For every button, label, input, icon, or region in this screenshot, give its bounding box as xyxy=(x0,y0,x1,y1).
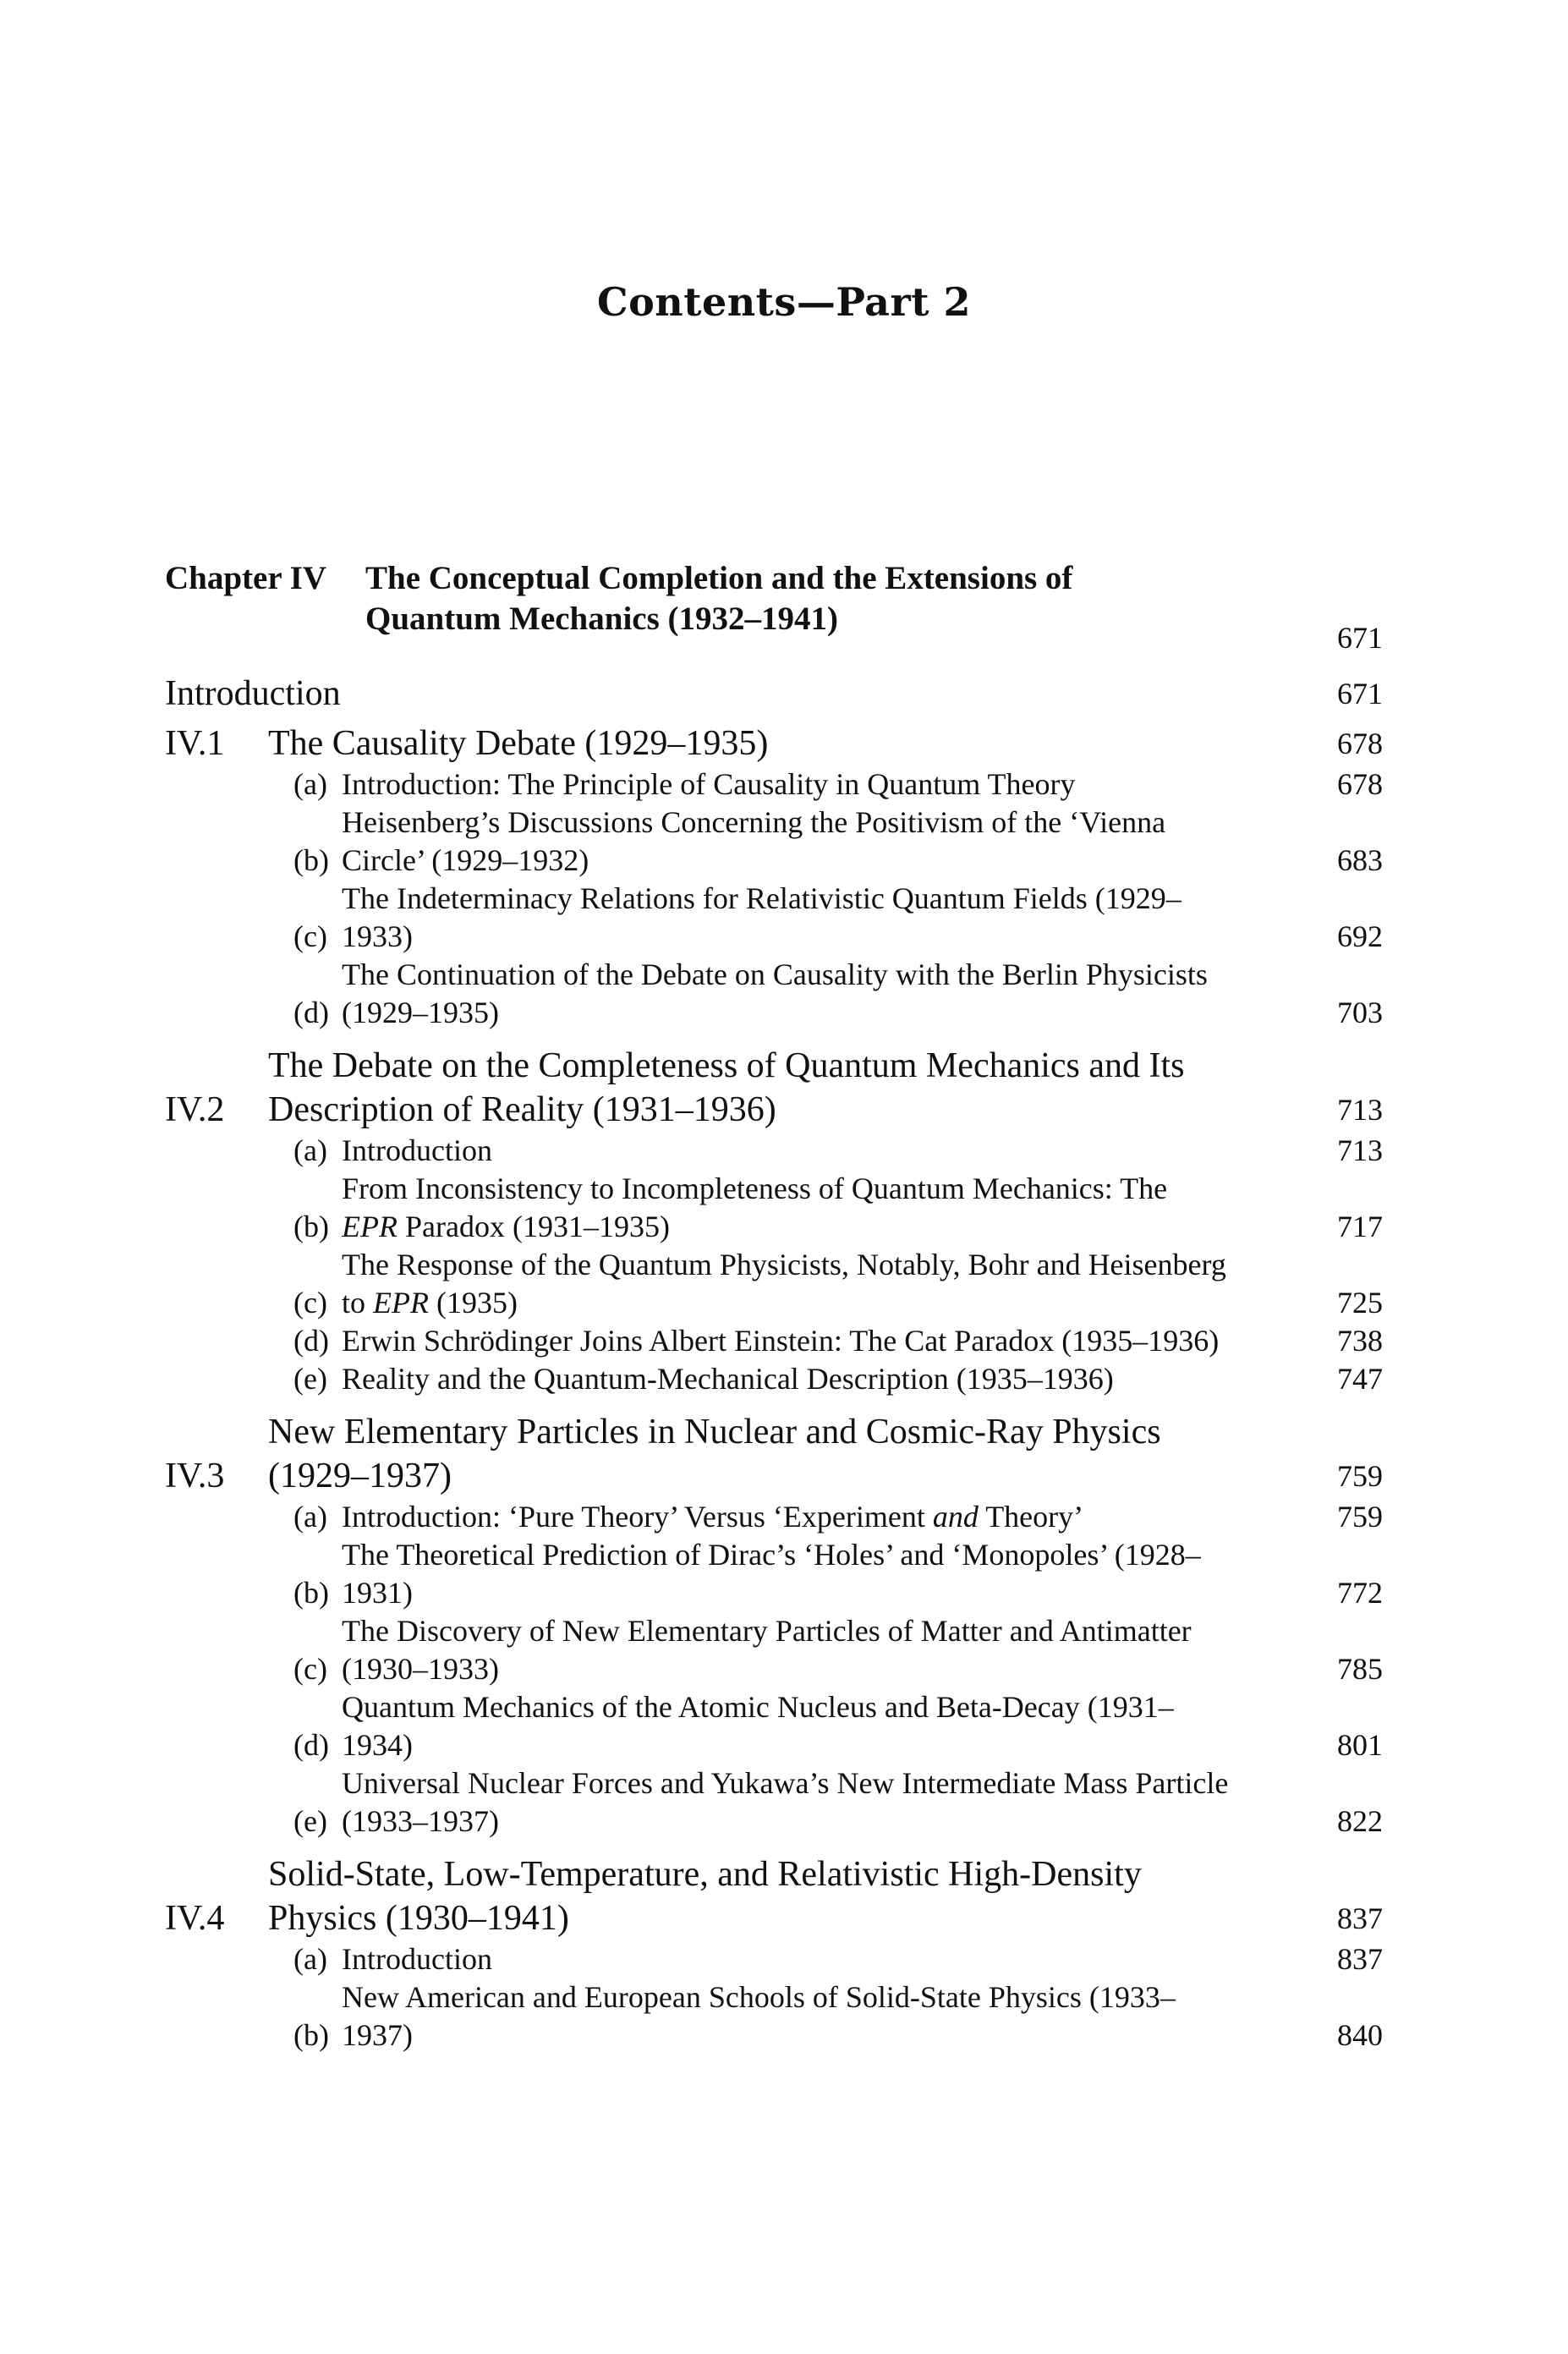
subsection-letter: (d) xyxy=(293,996,329,1029)
toc-subsection[interactable] xyxy=(165,765,1383,804)
subsection-title: Introduction xyxy=(342,1942,492,1976)
subsection-title: Quantum Mechanics of the Atomic Nucleus and Beta-Decay (1931–1934) xyxy=(342,1690,1174,1762)
toc-subsection[interactable] xyxy=(165,1360,1383,1398)
toc-subsection[interactable] xyxy=(165,880,1383,956)
subsection-page: 738 xyxy=(1337,1324,1383,1358)
subsection-title: The Response of the Quantum Physicists, Notably, Bohr and Heisenberg to EPR (1935) xyxy=(342,1248,1226,1320)
subsection-page: 822 xyxy=(1337,1804,1383,1838)
toc-section xyxy=(165,1410,1383,1841)
toc-subsection[interactable] xyxy=(165,1246,1383,1322)
subsection-title: The Discovery of New Elementary Particles of Matter and Antimatter (1930–1933) xyxy=(342,1614,1192,1686)
toc-subsection[interactable] xyxy=(165,1688,1383,1764)
subsection-title: The Indeterminacy Relations for Relativistic Quantum Fields (1929–1933) xyxy=(342,881,1181,953)
subsection-letter: (c) xyxy=(293,1652,327,1686)
entry-title: Introduction xyxy=(165,674,341,713)
toc-section-heading[interactable] xyxy=(165,1852,1383,1940)
section-number: IV.1 xyxy=(165,724,225,763)
subsection-letter: (b) xyxy=(293,1576,329,1610)
subsection-page: 772 xyxy=(1337,1576,1383,1610)
chapter-page: 671 xyxy=(1337,621,1383,655)
subsection-page: 747 xyxy=(1337,1362,1383,1396)
subsection-title: Erwin Schrödinger Joins Albert Einstein: The Cat Paradox (1935–1936) xyxy=(342,1324,1220,1358)
subsection-title: Reality and the Quantum-Mechanical Description (1935–1936) xyxy=(342,1362,1114,1396)
toc-subsection[interactable] xyxy=(165,1132,1383,1170)
toc-section-heading[interactable] xyxy=(165,1044,1383,1132)
toc-section xyxy=(165,722,1383,1032)
section-number: IV.2 xyxy=(165,1090,225,1129)
subsection-letter: (c) xyxy=(293,1286,327,1320)
subsection-page: 725 xyxy=(1337,1286,1383,1320)
subsection-page: 837 xyxy=(1337,1942,1383,1976)
subsection-title: Introduction: ‘Pure Theory’ Versus ‘Experiment and Theory’ xyxy=(342,1500,1084,1534)
subsection-letter: (a) xyxy=(293,1942,327,1976)
subsection-letter: (b) xyxy=(293,2018,329,2052)
chapter-title: The Conceptual Completion and the Extensions of Quantum Mechanics (1932–1941) xyxy=(365,560,1073,637)
table-of-contents xyxy=(165,672,1383,2066)
section-title: The Causality Debate (1929–1935) xyxy=(268,724,769,763)
subsection-title: Introduction xyxy=(342,1133,492,1167)
toc-section xyxy=(165,1044,1383,1398)
section-page: 678 xyxy=(1337,727,1383,760)
subsection-page: 692 xyxy=(1337,919,1383,953)
entry-page: 671 xyxy=(1337,677,1383,711)
toc-subsection[interactable] xyxy=(165,956,1383,1032)
toc-section-heading[interactable] xyxy=(165,722,1383,765)
subsection-letter: (d) xyxy=(293,1324,329,1358)
toc-subsection[interactable] xyxy=(165,804,1383,880)
subsection-title: New American and European Schools of Solid-State Physics (1933–1937) xyxy=(342,1980,1176,2052)
subsection-letter: (a) xyxy=(293,767,327,801)
page-title: Contents—Part 2 xyxy=(596,279,971,325)
section-title: The Debate on the Completeness of Quantum Mechanics and Its Description of Reality (1931–1936) xyxy=(268,1046,1185,1129)
toc-section-heading[interactable] xyxy=(165,1410,1383,1498)
subsection-title: The Continuation of the Debate on Causality with the Berlin Physicists (1929–1935) xyxy=(342,958,1208,1029)
subsection-letter: (e) xyxy=(293,1804,327,1838)
toc-subsection[interactable] xyxy=(165,1322,1383,1360)
section-page: 837 xyxy=(1337,1901,1383,1935)
subsection-letter: (a) xyxy=(293,1133,327,1167)
subsection-letter: (c) xyxy=(293,919,327,953)
section-page: 713 xyxy=(1337,1093,1383,1127)
toc-subsection[interactable] xyxy=(165,1764,1383,1841)
subsection-title: Heisenberg’s Discussions Concerning the Positivism of the ‘Vienna Circle’ (1929–1932) xyxy=(342,805,1166,877)
section-number: IV.3 xyxy=(165,1457,225,1495)
section-number: IV.4 xyxy=(165,1899,225,1938)
subsection-page: 713 xyxy=(1337,1133,1383,1167)
subsection-page: 801 xyxy=(1337,1728,1383,1762)
section-title: Solid-State, Low-Temperature, and Relativistic High-Density Physics (1930–1941) xyxy=(268,1855,1142,1938)
subsection-title: From Inconsistency to Incompleteness of Quantum Mechanics: The EPR Paradox (1931–1935) xyxy=(342,1172,1168,1243)
section-page: 759 xyxy=(1337,1459,1383,1493)
sections-list xyxy=(165,722,1383,2055)
subsection-letter: (e) xyxy=(293,1362,327,1396)
subsection-page: 759 xyxy=(1337,1500,1383,1534)
toc-entry-introduction[interactable] xyxy=(165,672,1383,716)
subsection-page: 840 xyxy=(1337,2018,1383,2052)
subsection-page: 683 xyxy=(1337,843,1383,877)
subsection-page: 717 xyxy=(1337,1210,1383,1243)
toc-subsection[interactable] xyxy=(165,1536,1383,1612)
chapter-label: Chapter IV xyxy=(165,560,327,596)
subsection-page: 678 xyxy=(1337,767,1383,801)
section-title: New Elementary Particles in Nuclear and Cosmic-Ray Physics (1929–1937) xyxy=(268,1413,1161,1495)
toc-subsection[interactable] xyxy=(165,1612,1383,1688)
subsection-letter: (b) xyxy=(293,1210,329,1243)
subsection-title: Introduction: The Principle of Causality in Quantum Theory xyxy=(342,767,1076,801)
toc-subsection[interactable] xyxy=(165,1498,1383,1536)
toc-subsection[interactable] xyxy=(165,1170,1383,1246)
toc-subsection[interactable] xyxy=(165,1978,1383,2055)
subsection-letter: (d) xyxy=(293,1728,329,1762)
toc-subsection[interactable] xyxy=(165,1940,1383,1978)
subsection-title: The Theoretical Prediction of Dirac’s ‘Holes’ and ‘Monopoles’ (1928–1931) xyxy=(342,1538,1201,1610)
subsection-page: 785 xyxy=(1337,1652,1383,1686)
subsection-letter: (b) xyxy=(293,843,329,877)
subsection-page: 703 xyxy=(1337,996,1383,1029)
toc-section xyxy=(165,1852,1383,2055)
subsection-title: Universal Nuclear Forces and Yukawa’s New Intermediate Mass Particle (1933–1937) xyxy=(342,1766,1229,1838)
subsection-letter: (a) xyxy=(293,1500,327,1534)
